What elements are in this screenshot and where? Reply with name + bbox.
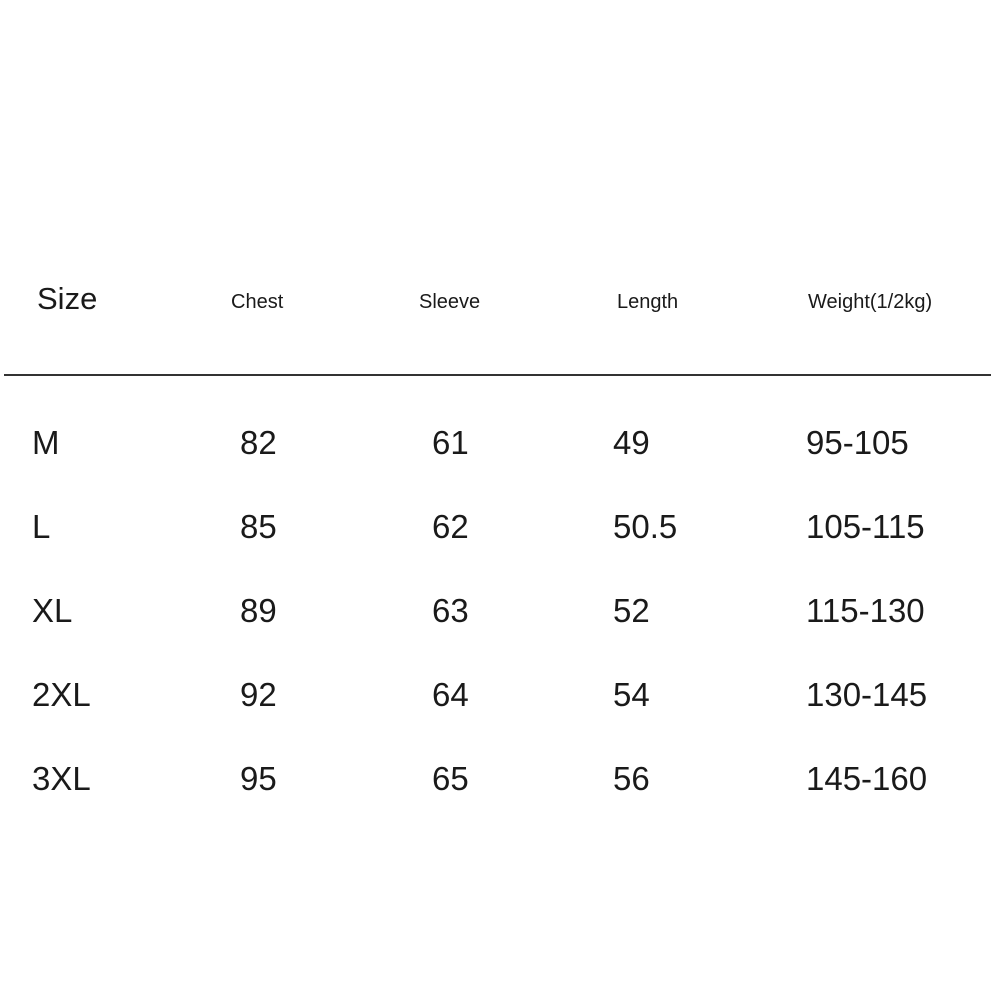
table-row [0, 754, 1000, 804]
table-row [0, 670, 1000, 720]
cell-sleeve: 64 [432, 676, 469, 713]
cell-sleeve: 65 [432, 760, 469, 797]
header-length: Length [617, 291, 679, 313]
cell-sleeve: 63 [432, 592, 469, 629]
cell-chest: 82 [240, 424, 277, 461]
cell-sleeve: 62 [432, 508, 469, 545]
header-weight: Weight(1/2kg) [808, 291, 933, 313]
cell-length: 54 [613, 676, 650, 713]
cell-weight: 95-105 [806, 424, 909, 461]
table-row [0, 418, 1000, 468]
cell-size: 2XL [32, 676, 91, 713]
cell-weight: 105-115 [806, 508, 925, 545]
cell-size: 3XL [32, 760, 91, 797]
header-chest: Chest [231, 291, 284, 313]
cell-chest: 95 [240, 760, 277, 797]
cell-size: XL [32, 592, 73, 629]
cell-weight: 145-160 [806, 760, 928, 797]
cell-chest: 92 [240, 676, 277, 713]
cell-length: 56 [613, 760, 650, 797]
cell-length: 50.5 [613, 508, 678, 545]
header-divider [4, 374, 991, 376]
header-sleeve: Sleeve [419, 291, 481, 313]
header-size: Size [37, 281, 98, 316]
cell-sleeve: 61 [432, 424, 469, 461]
cell-chest: 85 [240, 508, 277, 545]
cell-length: 49 [613, 424, 650, 461]
cell-length: 52 [613, 592, 650, 629]
cell-size: L [32, 508, 51, 545]
cell-chest: 89 [240, 592, 277, 629]
cell-weight: 130-145 [806, 676, 928, 713]
cell-weight: 115-130 [806, 592, 925, 629]
cell-size: M [32, 424, 60, 461]
table-row [0, 502, 1000, 552]
table-row [0, 586, 1000, 636]
